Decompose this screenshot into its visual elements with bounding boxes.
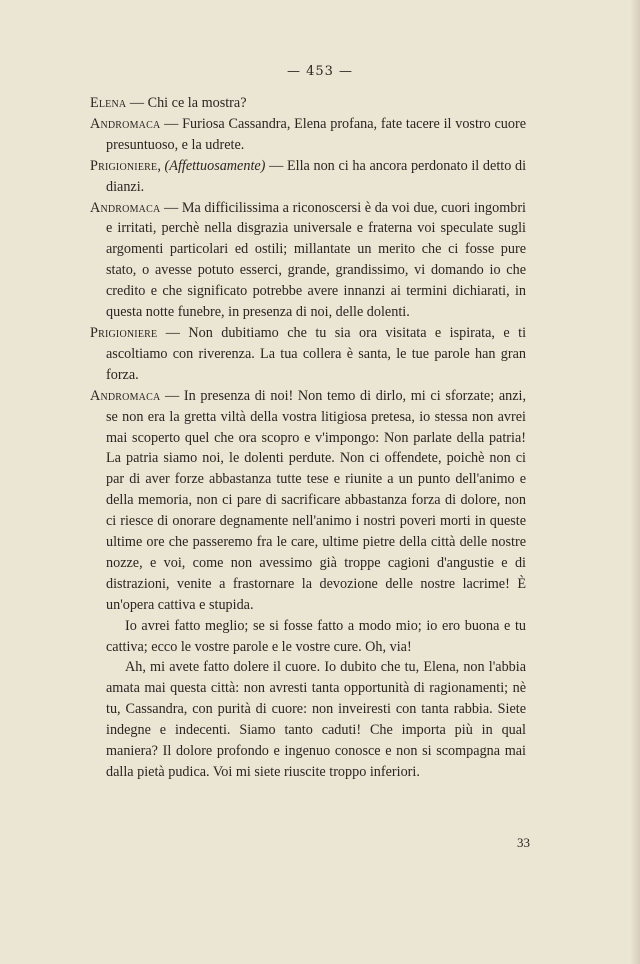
speech-line: Andromaca — Ma difficilissima a riconoscersi è da voi due, cuori ingombri e irritati, perchè nella disgrazia universale e fraterna voi speculate sugli argomenti particolari ed ostili; millantate un merito che ci fosse pure stato, o avesse potuto esserci, grande, grandissimo, vi domando io che credito e che significato potrebbe avere innanzi ai termini dichiarati, in questa notte funebre, in presenza di noi, delle dolenti. [90, 199, 526, 321]
speech-text: Chi ce la mostra? [147, 95, 247, 111]
speech-line: Prigioniere, (Affettuosamente) — Ella non ci ha ancora perdonato il detto di dianzi. [90, 157, 527, 195]
stage-direction: (Affettuosamente) [164, 157, 266, 174]
speech-text: In presenza di noi! Non temo di dirlo, mi ci sforzate; anzi, se non era la gretta viltà della vostra litigiosa pretesa, io stessa non avrei mai scoperto quel che ora scopro e v'impongo: Non parlate della patria! La patria siamo noi, le dolenti perdute. Non ci offendete, poichè non ci par di aver forze abbastanza tutte tese e riunite a un punto dell'animo e della memoria, non ci pare di sacrificare abbastanza forza di dolore, non ci riesce di onorare degnamente nell'animo i nostri poveri morti in queste ultime ore che passeremo fra le care, ultime pietre della città delle nostre nozze, e voi, come non avessimo già troppe cagioni d'angustie e di distrazioni, venite a frastornare la devozione delle nostre lacrime! È un'opera cattiva e stupida. [106, 387, 526, 613]
speech-line: Prigioniere — Non dubitiamo che tu sia ora visitata e ispirata, e ti ascoltiamo con riverenza. La tua collera è santa, le tue parole han gran forza. [90, 324, 527, 383]
speaker-name: Andromaca [90, 199, 161, 216]
speech-line: Andromaca — Furiosa Cassandra, Elena profana, fate tacere il vostro cuore presuntuoso, e la udrete. [90, 115, 527, 153]
speaker-name: Andromaca [90, 387, 161, 404]
speaker-name: Prigioniere [90, 324, 158, 341]
continuation-paragraph: Io avrei fatto meglio; se si fosse fatto a modo mio; io ero buona e tu cattiva; ecco le vostre parole e le vostre cure. Oh, via! [106, 617, 526, 655]
speech-text: Furiosa Cassandra, Elena profana, fate tacere il vostro cuore presuntuoso, e la udrete. [106, 115, 527, 153]
speech-text: Ma difficilissima a riconoscersi è da voi due, cuori ingombri e irritati, perchè nella disgrazia universale e fraterna voi speculate sugli argomenti particolari ed ostili; millantate un merito che ci fosse pure stato, o avesse potuto esserci, grande, grandissimo, vi domando io che credito e che significato potrebbe avere innanzi ai termini dichiarati, in questa notte funebre, in presenza di noi, delle dolenti. [106, 199, 526, 321]
speech-line: Andromaca — In presenza di noi! Non temo di dirlo, mi ci sforzate; anzi, se non era la gretta viltà della vostra litigiosa pretesa, io stessa non avrei mai scoperto quel che ora scopro e v'impongo: Non parlate della patria! La patria siamo noi, le dolenti perdute. Non ci offendete, poichè non ci par di aver forze abbastanza tutte tese e riunite a un punto dell'animo e della memoria, non ci pare di sacrificare abbastanza forza di dolore, non ci riesce di onorare degnamente nell'animo i nostri poveri morti in queste ultime ore che passeremo fra le care, ultime pietre della città delle nostre nozze, e voi, come non avessimo già troppe cagioni d'angustie e di distrazioni, venite a frastornare la devozione delle nostre lacrime! È un'opera cattiva e stupida. [90, 387, 526, 613]
speech-text: Non dubitiamo che tu sia ora visitata e ispirata, e ti ascoltiamo con riverenza. La tua collera è santa, le tue parole han gran forza. [106, 324, 527, 383]
page-number: — 453 — [286, 64, 354, 79]
speaker-name: Prigioniere [90, 157, 158, 174]
continuation-paragraph: Ah, mi avete fatto dolere il cuore. Io dubito che tu, Elena, non l'abbia amata mai questa città: non avresti tanta opportunità di ragionamenti; nè tu, Cassandra, con purità di cuore: non inveiresti con tanta rabbia. Siete indegne e indecenti. Siamo tanto caduti! Che importa più in qual maniera? Il dolore profondo e ingenuo conosce e non si scompagna mai dalla pietà pudica. Voi mi siete riuscite troppo inferiori. [106, 659, 526, 780]
dialogue-text [90, 93, 526, 783]
speaker-name: Andromaca [90, 115, 161, 132]
folio-number: 33 [517, 835, 530, 850]
page-edge-shadow [630, 0, 640, 964]
speech-line: Elena — Chi ce la mostra? [90, 95, 247, 111]
speech-text: Ella non ci ha ancora perdonato il detto di dianzi. [106, 157, 527, 195]
speaker-name: Elena [90, 95, 127, 111]
